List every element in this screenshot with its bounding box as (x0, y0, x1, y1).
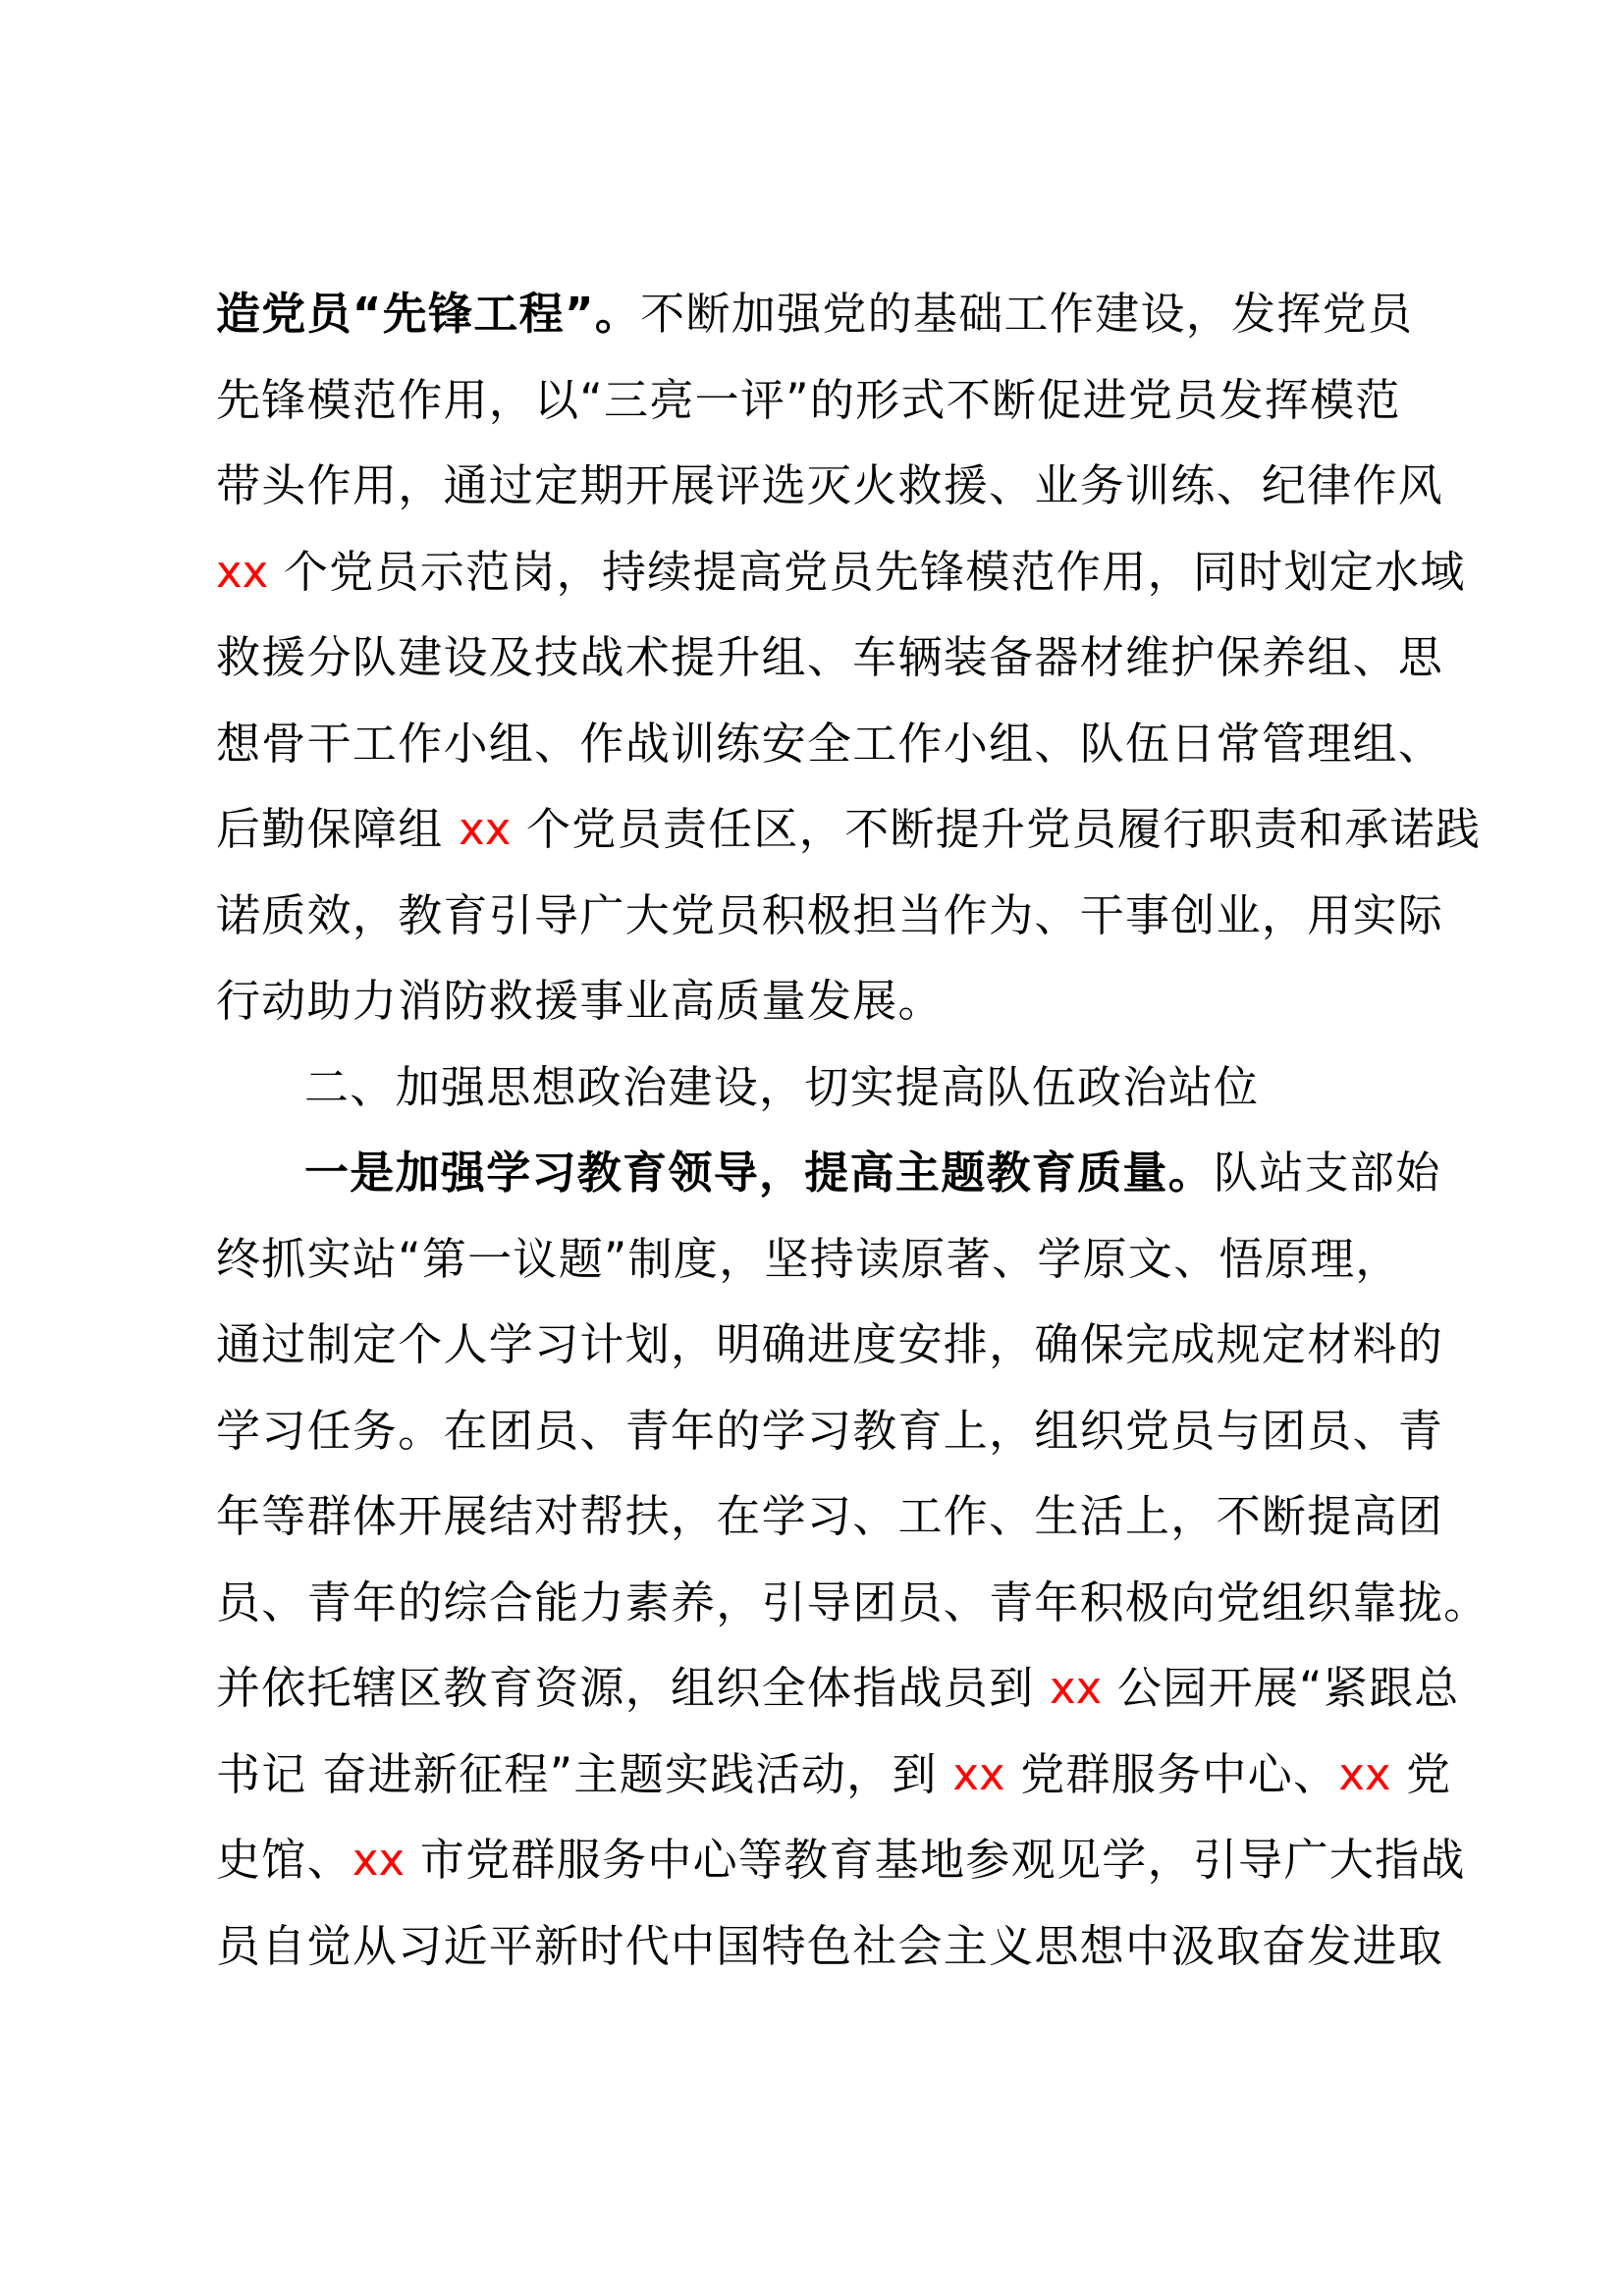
bold-lead-text: 造党员“先锋工程”。 (216, 288, 641, 340)
text-segment: 个党员示范岗，持续提高党员先锋模范作用，同时划定水域 (268, 545, 1466, 598)
text-line (216, 786, 1482, 873)
text-line (216, 443, 1444, 529)
placeholder-mark: xx (216, 545, 269, 598)
text-line (216, 1645, 1460, 1732)
text-segment: 想骨干工作小组、作战训练安全工作小组、队伍日常管理组、 (216, 717, 1444, 770)
placeholder-mark: xx (459, 803, 512, 855)
text-segment: 先锋模范作用，以“三亮一评”的形式不断促进党员发挥模范 (216, 373, 1401, 426)
text-segment: 学习任务。在团员、青年的学习教育上，组织党员与团员、青 (216, 1404, 1444, 1457)
text-segment: 并依托辖区教育资源，组织全体指战员到 (216, 1662, 1051, 1714)
document-body (216, 271, 1489, 1989)
text-segment: 员、青年的综合能力素养，引导团员、青年积极向党组织靠拢。 (216, 1575, 1489, 1629)
text-segment: 诺质效，教育引导广大党员积极担当作为、干事创业，用实际 (216, 888, 1444, 941)
text-segment: 后勤保障组 (216, 803, 460, 855)
text-segment: 带头作用，通过定期开展评选灭火救援、业务训练、纪律作风 (216, 459, 1444, 511)
text-segment: 党群服务中心、 (1004, 1747, 1339, 1800)
text-segment: 市党群服务中心等教育基地参观见学，引导广大指战 (405, 1834, 1466, 1886)
text-line (216, 1560, 1489, 1646)
text-segment: 行动助力消防救援事业高质量发展。 (216, 975, 944, 1027)
text-segment: 通过制定个人学习计划，明确进度安排，确保完成规定材料的 (216, 1318, 1444, 1370)
text-segment: 救援分队建设及技战术提升组、车辆装备器材维护保养组、思 (216, 631, 1444, 683)
text-segment: 员自觉从习近平新时代中国特色社会主义思想中汲取奋发进取 (216, 1919, 1444, 1972)
text-segment: 队站支部始 (1214, 1147, 1441, 1199)
text-segment: 书记 奋进新征程”主题实践活动，到 (216, 1747, 953, 1800)
placeholder-mark: xx (952, 1747, 1005, 1800)
text-line (216, 1732, 1452, 1818)
text-segment: 个党员责任区，不断提升党员履行职责和承诺践 (511, 803, 1482, 855)
text-line (216, 1302, 1444, 1388)
text-line (216, 357, 1424, 444)
text-line (216, 1388, 1444, 1474)
text-segment: 史馆、 (216, 1834, 352, 1886)
text-line (216, 1473, 1444, 1560)
text-segment: 终抓实站“第一议题”制度，坚持读原著、学原文、悟原理， (216, 1232, 1401, 1285)
text-line (216, 614, 1444, 701)
text-line (216, 1903, 1444, 1990)
placeholder-mark: xx (1338, 1747, 1391, 1800)
text-line (216, 271, 1424, 357)
text-segment: 不断加强党的基础工作建设，发挥党员 (640, 288, 1414, 340)
text-segment: 二、加强思想政治建设，切实提高队伍政治站位 (304, 1060, 1260, 1113)
text-segment: 公园开展“紧跟总 (1102, 1662, 1460, 1714)
bold-lead-text: 一是加强学习教育领导，提高主题教育质量。 (304, 1147, 1215, 1199)
text-line (216, 1216, 1424, 1303)
text-segment: 党 (1390, 1747, 1452, 1800)
text-line (216, 1044, 1424, 1131)
placeholder-mark: xx (1050, 1662, 1103, 1714)
text-line (216, 1817, 1466, 1903)
text-line (216, 958, 1424, 1044)
text-line (216, 529, 1466, 615)
text-segment: 年等群体开展结对帮扶，在学习、工作、生活上，不断提高团 (216, 1490, 1444, 1542)
text-line (216, 873, 1444, 959)
text-line (216, 701, 1444, 787)
text-line (216, 1130, 1441, 1216)
placeholder-mark: xx (352, 1834, 406, 1886)
